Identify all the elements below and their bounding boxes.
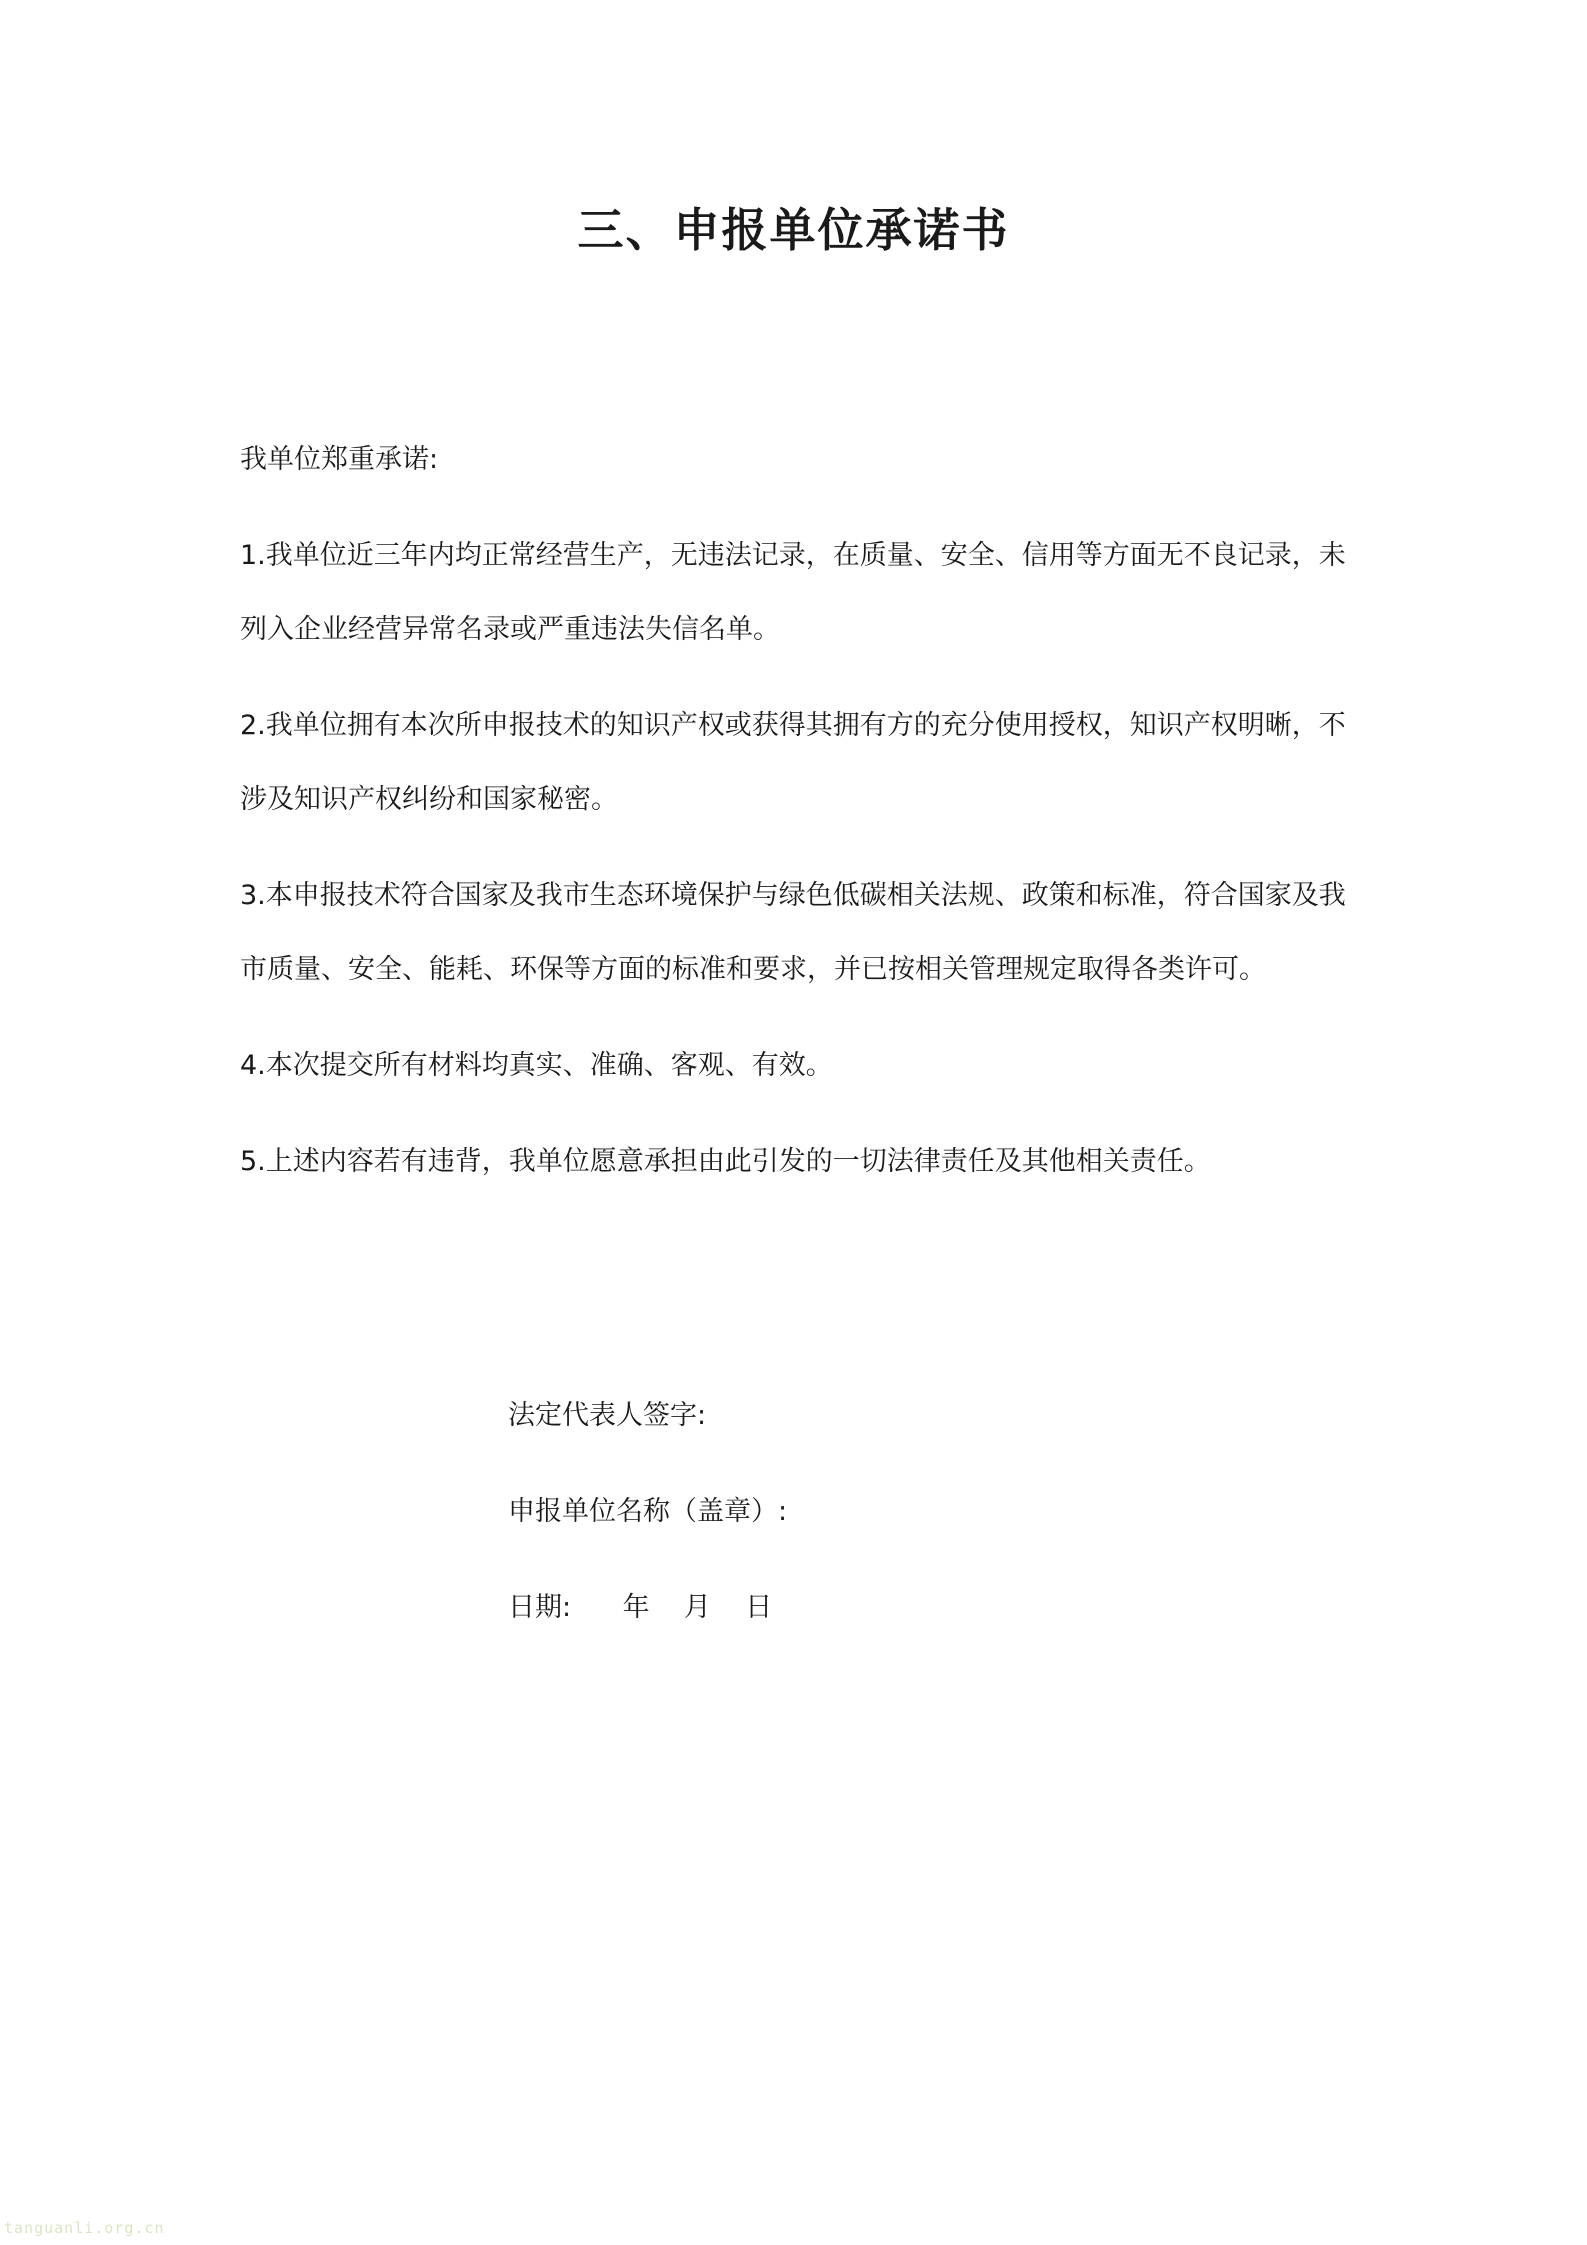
signature-block bbox=[508, 1396, 787, 1684]
commitment-item-1: 1.我单位近三年内均正常经营生产，无违法记录，在质量、安全、信用等方面无不良记录，未列入企业经营异常名录或严重违法失信名单。 bbox=[240, 540, 1346, 645]
commitment-item-2: 2.我单位拥有本次所申报技术的知识产权或获得其拥有方的充分使用授权，知识产权明晰，不涉及知识产权纠纷和国家秘密。 bbox=[240, 710, 1346, 815]
commitment-body bbox=[240, 423, 1360, 1221]
legal-rep-signature-label: 法定代表人签字: bbox=[508, 1400, 707, 1431]
commitment-item-5: 5.上述内容若有违背，我单位愿意承担由此引发的一切法律责任及其他相关责任。 bbox=[240, 1146, 1211, 1177]
commitment-item-4: 4.本次提交所有材料均真实、准确、客观、有效。 bbox=[240, 1050, 833, 1081]
commitment-item-3: 3.本申报技术符合国家及我市生态环境保护与绿色低碳相关法规、政策和标准，符合国家及我市质量、安全、能耗、环保等方面的标准和要求，并已按相关管理规定取得各类许可。 bbox=[240, 880, 1346, 985]
page-title: 三、申报单位承诺书 bbox=[577, 203, 1010, 257]
site-watermark: tanguanli.org.cn bbox=[4, 2219, 165, 2237]
commitment-intro: 我单位郑重承诺: bbox=[240, 444, 439, 475]
date-label: 日期: 年 月 日 bbox=[508, 1592, 773, 1623]
unit-name-seal-label: 申报单位名称（盖章）: bbox=[508, 1496, 788, 1527]
